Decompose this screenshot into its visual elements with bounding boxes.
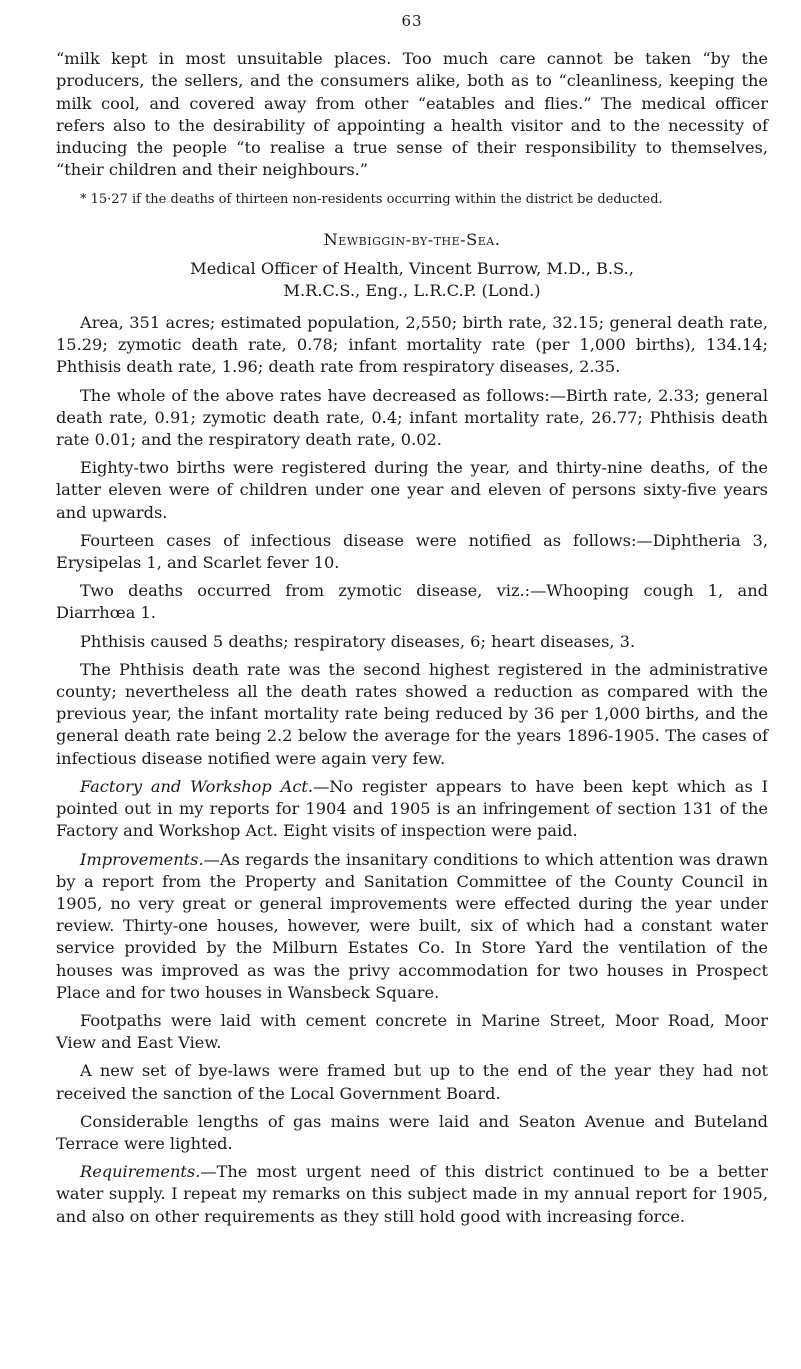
zymotic-deaths-paragraph: Two deaths occurred from zymotic disease, viz.:—Whooping cough 1, and Diarrhœa 1. [56,581,768,623]
district-heading: Newbiggin-by-the-Sea. [323,230,501,250]
requirements-heading: Requirements. [80,1162,201,1182]
medical-officer-block [56,258,768,302]
factory-workshop-paragraph [56,776,768,843]
rate-decrease-paragraph: The whole of the above rates have decreased as follows:—Birth rate, 2.33; general death rate, 0.91; zymotic death rate, 0.4; infant mortality rate, 26.77; Phthisis death rate 0.01; and the respiratory death rate, 0.02. [56,385,768,450]
requirements-paragraph [56,1161,768,1228]
opening-quote-paragraph: “milk kept in most unsuitable places. Too much care cannot be taken “by the producers, the sellers, and the consumers alike, both as to “cleanliness, keeping the milk cool, and covered away from other “eatables and flies.” The medical officer refers also to the desirability of appointing a health visitor and to the necessity of inducing the people “to realise a true sense of their responsibility to themselves, “their children and their neighbours.” [56,49,768,180]
page-number: 63 [401,12,423,30]
factory-workshop-heading: Factory and Workshop Act. [80,776,314,796]
document-page [56,10,768,1234]
area-statistics-paragraph: Area, 351 acres; estimated population, 2,550; birth rate, 32.15; general death rate, 15.29; zymotic death rate, 0.78; infant mortality rate (per 1,000 births), 134.14; Phthisis death rate, 1.96; death rate from respiratory diseases, 2.35. [56,313,768,377]
footpaths-paragraph: Footpaths were laid with cement concrete in Marine Street, Moor Road, Moor View and East View. [56,1010,768,1053]
medical-officer-line-2: M.R.C.S., Eng., L.R.C.P. (Lond.) [283,280,541,300]
improvements-text: —As regards the insanitary conditions to which attention was drawn by a report from the Property and Sanitation Committee of the County Council in 1905, no very great or general improvements were effected during the year under review. Thirty-one houses, however, were built, six of which had a constant water service provided by the Milburn Estates Co. In Store Yard the ventilation of the houses was improved as was the privy accommodation for two houses in Prospect Place and for two houses in Wansbeck Square. [56,849,768,1002]
phthisis-paragraph: Phthisis caused 5 deaths; respiratory diseases, 6; heart diseases, 3. [80,631,636,651]
factory-workshop-text: —No register appears to have been kept which as I pointed out in my reports for 1904 and 1905 is an infringement of section 131 of the Factory and Workshop Act. Eight visits of inspection were paid. [56,776,769,841]
births-deaths-paragraph: Eighty-two births were registered during the year, and thirty-nine deaths, of the latter eleven were of children under one year and eleven of persons sixty-five years and upwards. [56,458,768,522]
gas-mains-paragraph: Considerable lengths of gas mains were laid and Seaton Avenue and Buteland Terrace were lighted. [56,1111,768,1153]
county-comparison-paragraph: The Phthisis death rate was the second highest registered in the administrative county; nevertheless all the death rates showed a reduction as compared with the previous year, the infant mortality rate being reduced by 36 per 1,000 births, and the general death rate being 2.2 below the average for the years 1896-1905. The cases of infectious disease notified were again very few. [56,659,768,768]
improvements-paragraph [56,849,768,1004]
requirements-text: —The most urgent need of this district continued to be a better water supply. I repeat my remarks on this subject made in my annual report for 1905, and also on other requirements as they still hold good with increasing force. [56,1162,768,1226]
improvements-heading: Improvements. [80,849,204,869]
byelaws-paragraph: A new set of bye-laws were framed but up to the end of the year they had not received the sanction of the Local Government Board. [56,1061,768,1103]
infectious-disease-paragraph: Fourteen cases of infectious disease were notified as follows:—Diphtheria 3, Erysipelas 1, and Scarlet fever 10. [56,530,768,573]
medical-officer-line-1: Medical Officer of Health, Vincent Burrow, M.D., B.S., [190,258,634,278]
footnote: * 15·27 if the deaths of thirteen non-residents occurring within the district be deducted. [80,192,663,208]
